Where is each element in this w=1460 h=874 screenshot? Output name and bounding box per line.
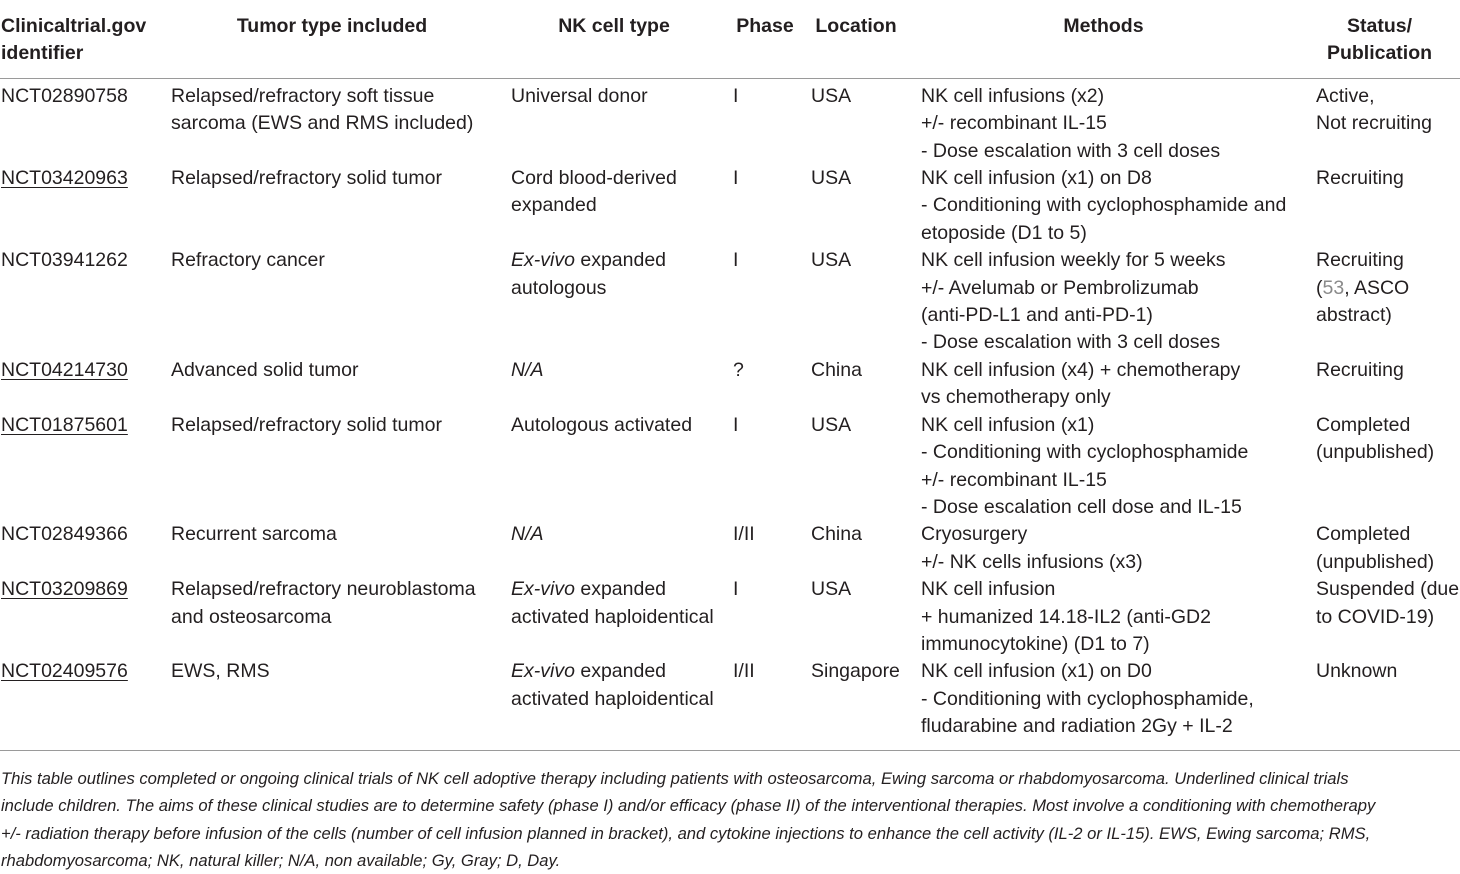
tumor-type-line: Relapsed/refractory neuroblastoma: [171, 578, 476, 601]
header-row: [0, 0, 1460, 78]
cell-methods: [908, 165, 1299, 247]
methods-line: NK cell infusion (x1): [921, 413, 1095, 436]
trial-identifier: NCT01875601: [1, 413, 128, 436]
status-line: Not recruiting: [1316, 112, 1432, 135]
cell-tumor-type: [162, 658, 502, 750]
nk-type-line: [511, 576, 722, 603]
tumor-type-line: Refractory cancer: [171, 249, 325, 272]
header-methods: Methods: [908, 0, 1299, 78]
table-row: [0, 576, 1460, 658]
trial-identifier: NCT04214730: [1, 358, 128, 381]
cell-nk-type: [502, 357, 726, 412]
nk-type-italic: Ex-vivo: [511, 578, 575, 601]
methods-line: - Conditioning with cyclophosphamide and: [921, 194, 1287, 217]
methods-line: vs chemotherapy only: [921, 386, 1111, 409]
cell-phase: I/II: [726, 658, 804, 750]
methods-line: - Conditioning with cyclophosphamide,: [921, 687, 1254, 710]
cell-identifier: [0, 78, 162, 165]
table-row: [0, 521, 1460, 576]
cell-nk-type: [502, 521, 726, 576]
trial-identifier: NCT02849366: [1, 523, 128, 546]
nk-type-text: expanded: [580, 660, 667, 683]
cell-location: USA: [811, 167, 852, 190]
cell-tumor-type: [162, 78, 502, 165]
nk-type-line: expanded: [511, 194, 597, 217]
methods-line: NK cell infusion (x1) on D0: [921, 660, 1152, 683]
cell-location: USA: [811, 413, 852, 436]
status-line: Suspended (due: [1316, 578, 1460, 601]
header-phase: Phase: [726, 0, 804, 78]
status-line: Recruiting: [1316, 249, 1404, 272]
methods-line: +/- recombinant IL-15: [921, 468, 1107, 491]
cell-tumor-type: [162, 357, 502, 412]
cell-identifier: [0, 521, 162, 576]
methods-line: NK cell infusions (x2): [921, 84, 1105, 107]
status-paren: (: [1316, 276, 1323, 299]
cell-location: USA: [811, 84, 852, 107]
nk-type-line: Universal donor: [511, 84, 648, 107]
methods-line: +/- recombinant IL-15: [921, 112, 1107, 135]
status-line: Recruiting: [1316, 167, 1404, 190]
cell-location: USA: [811, 578, 852, 601]
footnote-line: include children. The aims of these clinical studies are to determine safety (phase I) and/or efficacy (phase II) of the interventional therapies. Most involve a conditioning with chemotherapy: [1, 796, 1376, 816]
nk-type-line: Cord blood-derived: [511, 167, 677, 190]
nk-type-line: autologous: [511, 276, 607, 299]
cell-identifier: [0, 247, 162, 357]
cell-methods: [908, 357, 1299, 412]
table-header: [0, 0, 1460, 78]
table-row: [0, 412, 1460, 522]
tumor-type-line: Advanced solid tumor: [171, 358, 359, 381]
methods-line: - Dose escalation with 3 cell doses: [921, 331, 1221, 354]
header-identifier-line: identifier: [1, 42, 84, 65]
cell-phase: I: [733, 84, 739, 107]
status-line: Completed: [1316, 413, 1411, 436]
tumor-type-line: Relapsed/refractory soft tissue: [171, 84, 435, 107]
cell-nk-type: [502, 412, 726, 522]
header-status-line: Publication: [1326, 42, 1433, 65]
methods-line: + humanized 14.18-IL2 (anti-GD2: [921, 605, 1211, 628]
header-location: Location: [804, 0, 908, 78]
status-text: , ASCO: [1344, 276, 1410, 299]
methods-line: etoposide (D1 to 5): [921, 221, 1087, 244]
nk-type-text: expanded: [580, 578, 667, 601]
methods-line: NK cell infusion: [921, 578, 1056, 601]
trial-identifier: NCT03941262: [1, 249, 128, 272]
status-line: Active,: [1316, 84, 1375, 107]
cell-status: [1299, 357, 1460, 412]
methods-line: - Dose escalation cell dose and IL-15: [921, 495, 1242, 518]
cell-tumor-type: [162, 576, 502, 658]
trial-identifier: NCT02890758: [1, 84, 128, 107]
tumor-type-line: sarcoma (EWS and RMS included): [171, 112, 474, 135]
cell-status: [1299, 521, 1460, 576]
cell-phase: I: [733, 578, 739, 601]
methods-line: +/- NK cells infusions (x3): [921, 550, 1143, 573]
status-line: Recruiting: [1316, 358, 1404, 381]
status-line: Unknown: [1316, 660, 1398, 683]
cell-status: [1299, 412, 1460, 522]
tumor-type-line: Relapsed/refractory solid tumor: [171, 413, 442, 436]
table-body: [0, 78, 1460, 750]
cell-nk-type: [502, 576, 726, 658]
cell-methods: [908, 521, 1299, 576]
cell-location: China: [811, 523, 862, 546]
footnote-line: This table outlines completed or ongoing clinical trials of NK cell adoptive therapy including patients with osteosarcoma, Ewing sarcoma or rhabdomyosarcoma. Underlined clinical trials: [1, 769, 1349, 788]
nk-type-value: N/A: [511, 358, 544, 381]
table-row: [0, 165, 1460, 247]
cell-status: [1299, 658, 1460, 750]
cell-status: [1299, 165, 1460, 247]
cell-methods: [908, 576, 1299, 658]
cell-identifier: [0, 165, 162, 247]
cell-nk-type: [502, 165, 726, 247]
methods-line: - Dose escalation with 3 cell doses: [921, 139, 1221, 162]
cell-tumor-type: [162, 521, 502, 576]
nk-type-line: Autologous activated: [511, 413, 693, 436]
cell-phase: I: [733, 167, 739, 190]
tumor-type-line: EWS, RMS: [171, 660, 270, 683]
nk-type-line: [511, 658, 722, 685]
cell-identifier: [0, 576, 162, 658]
cell-phase: ?: [733, 358, 744, 381]
trial-identifier: NCT02409576: [1, 660, 128, 683]
methods-line: NK cell infusion (x4) + chemotherapy: [921, 358, 1241, 381]
methods-line: +/- Avelumab or Pembrolizumab: [921, 276, 1199, 299]
cell-methods: [908, 78, 1299, 165]
methods-line: immunocytokine) (D1 to 7): [921, 632, 1150, 655]
table-footnote: [1, 765, 1457, 874]
cell-tumor-type: [162, 247, 502, 357]
status-line: (unpublished): [1316, 441, 1435, 464]
cell-nk-type: [502, 78, 726, 165]
header-status-line: Status/: [1346, 15, 1412, 37]
nk-type-italic: Ex-vivo: [511, 249, 575, 272]
cell-tumor-type: [162, 412, 502, 522]
table-row: [0, 247, 1460, 357]
cell-phase: I: [733, 413, 739, 436]
cell-methods: [908, 412, 1299, 522]
status-line: (unpublished): [1316, 550, 1435, 573]
tumor-type-line: and osteosarcoma: [171, 605, 332, 628]
cell-identifier: [0, 412, 162, 522]
header-identifier-line: Clinicaltrial.gov: [1, 15, 147, 37]
cell-identifier: [0, 658, 162, 750]
cell-methods: [908, 247, 1299, 357]
methods-line: fludarabine and radiation 2Gy + IL-2: [921, 715, 1233, 738]
header-status: [1299, 0, 1460, 78]
cell-status: [1299, 576, 1460, 658]
status-line: to COVID-19): [1316, 605, 1435, 628]
cell-phase: I/II: [733, 523, 755, 546]
header-identifier: [0, 0, 162, 78]
reference-link[interactable]: 53: [1322, 276, 1345, 299]
cell-nk-type: [502, 658, 726, 750]
cell-phase: I: [733, 249, 739, 272]
cell-location: Singapore: [804, 658, 908, 750]
tumor-type-line: Recurrent sarcoma: [171, 523, 337, 546]
nk-type-text: expanded: [580, 249, 667, 272]
nk-type-line: [511, 247, 722, 274]
tumor-type-line: Relapsed/refractory solid tumor: [171, 167, 442, 190]
cell-status: [1299, 247, 1460, 357]
nk-type-italic: Ex-vivo: [511, 660, 575, 683]
trial-identifier: NCT03209869: [1, 578, 128, 601]
cell-location: China: [811, 358, 862, 381]
table-row: [0, 658, 1460, 750]
table-row: [0, 357, 1460, 412]
methods-line: (anti-PD-L1 and anti-PD-1): [921, 304, 1153, 327]
header-nk-cell-type: NK cell type: [502, 0, 726, 78]
trial-identifier: NCT03420963: [1, 167, 128, 190]
footnote-line: +/- radiation therapy before infusion of the cells (number of cell infusion planned in bracket), and cytokine injections to enhance the cell activity (IL-2 or IL-15). EWS, Ewing sarcoma; RMS,: [1, 823, 1371, 843]
methods-line: - Conditioning with cyclophosphamide: [921, 441, 1249, 464]
methods-line: NK cell infusion (x1) on D8: [921, 167, 1152, 190]
table-row: [0, 78, 1460, 165]
nk-type-line: activated haploidentical: [511, 687, 714, 710]
status-line: Completed: [1316, 523, 1411, 546]
cell-location: USA: [811, 249, 852, 272]
cell-status: [1299, 78, 1460, 165]
cell-nk-type: [502, 247, 726, 357]
status-line: [1316, 275, 1454, 302]
cell-identifier: [0, 357, 162, 412]
cell-tumor-type: [162, 165, 502, 247]
status-line: abstract): [1316, 304, 1392, 327]
nk-type-value: N/A: [511, 523, 544, 546]
cell-methods: [908, 658, 1299, 750]
methods-line: NK cell infusion weekly for 5 weeks: [921, 249, 1226, 272]
header-tumor-type: Tumor type included: [162, 0, 502, 78]
methods-line: Cryosurgery: [921, 523, 1028, 546]
footnote-line: rhabdomyosarcoma; NK, natural killer; N/A, non available; Gy, Gray; D, Day.: [1, 850, 561, 870]
nk-type-line: activated haploidentical: [511, 605, 714, 628]
